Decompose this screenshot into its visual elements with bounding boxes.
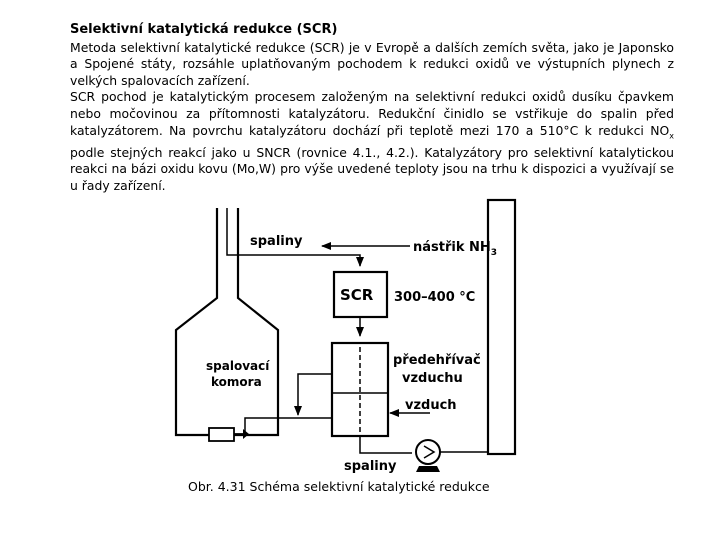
- paragraph-2-part-1: SCR pochod je katalytickým procesem založeným na selektivní redukci oxidů dusíku čpavkem nebo močovinou za přítomnosti katalyzátoru. Redukční činidlo se vstřikuje do spalin před katalyzátorem. Na povrchu katalyzátoru dochází při teplotě mezi 170 a 510°C k redukci NO: [70, 89, 674, 138]
- label-spaliny-top: spaliny: [250, 234, 303, 249]
- preheated-air-line: [298, 374, 332, 415]
- label-komora: komora: [211, 375, 262, 389]
- burner: [209, 428, 234, 441]
- label-vzduchu: vzduchu: [402, 371, 463, 386]
- stack: [488, 200, 515, 454]
- paragraph-2-part-2: podle stejných reakcí jako u SNCR (rovnice 4.1., 4.2.). Katalyzátory pro selektivní katalytickou reakci na bázi oxidu kovu (Mo,W) pro výše uvedené teploty jsou na trhu k dispozici a využívají se u řady zařízení.: [70, 144, 674, 193]
- label-scr: SCR: [340, 286, 374, 304]
- label-temperature: 300–400 °C: [394, 290, 476, 305]
- paragraph-1: Metoda selektivní katalytické redukce (SCR) je v Evropě a dalších zemích světa, jako je Japonsko a Spojené státy, rozsáhle uplatňovaným pochodem k redukci oxidů ve výstupních plynech z velkých spalovacích zařízení.: [70, 39, 674, 88]
- outlet-line: [360, 436, 412, 453]
- label-nastrik: nástřik $NH_3$: [413, 240, 498, 258]
- figure-caption: Obr. 4.31 Schéma selektivní katalytické redukce: [188, 479, 490, 494]
- nox-subscript: x: [669, 131, 674, 141]
- fan: [416, 440, 440, 464]
- document-title: Selektivní katalytická redukce (SCR): [70, 22, 338, 37]
- label-spalovaci: spalovací: [206, 359, 270, 373]
- label-vzduch: vzduch: [405, 398, 457, 413]
- label-spaliny-bottom: spaliny: [344, 459, 397, 474]
- label-predehrivac: předehřívač: [393, 353, 481, 368]
